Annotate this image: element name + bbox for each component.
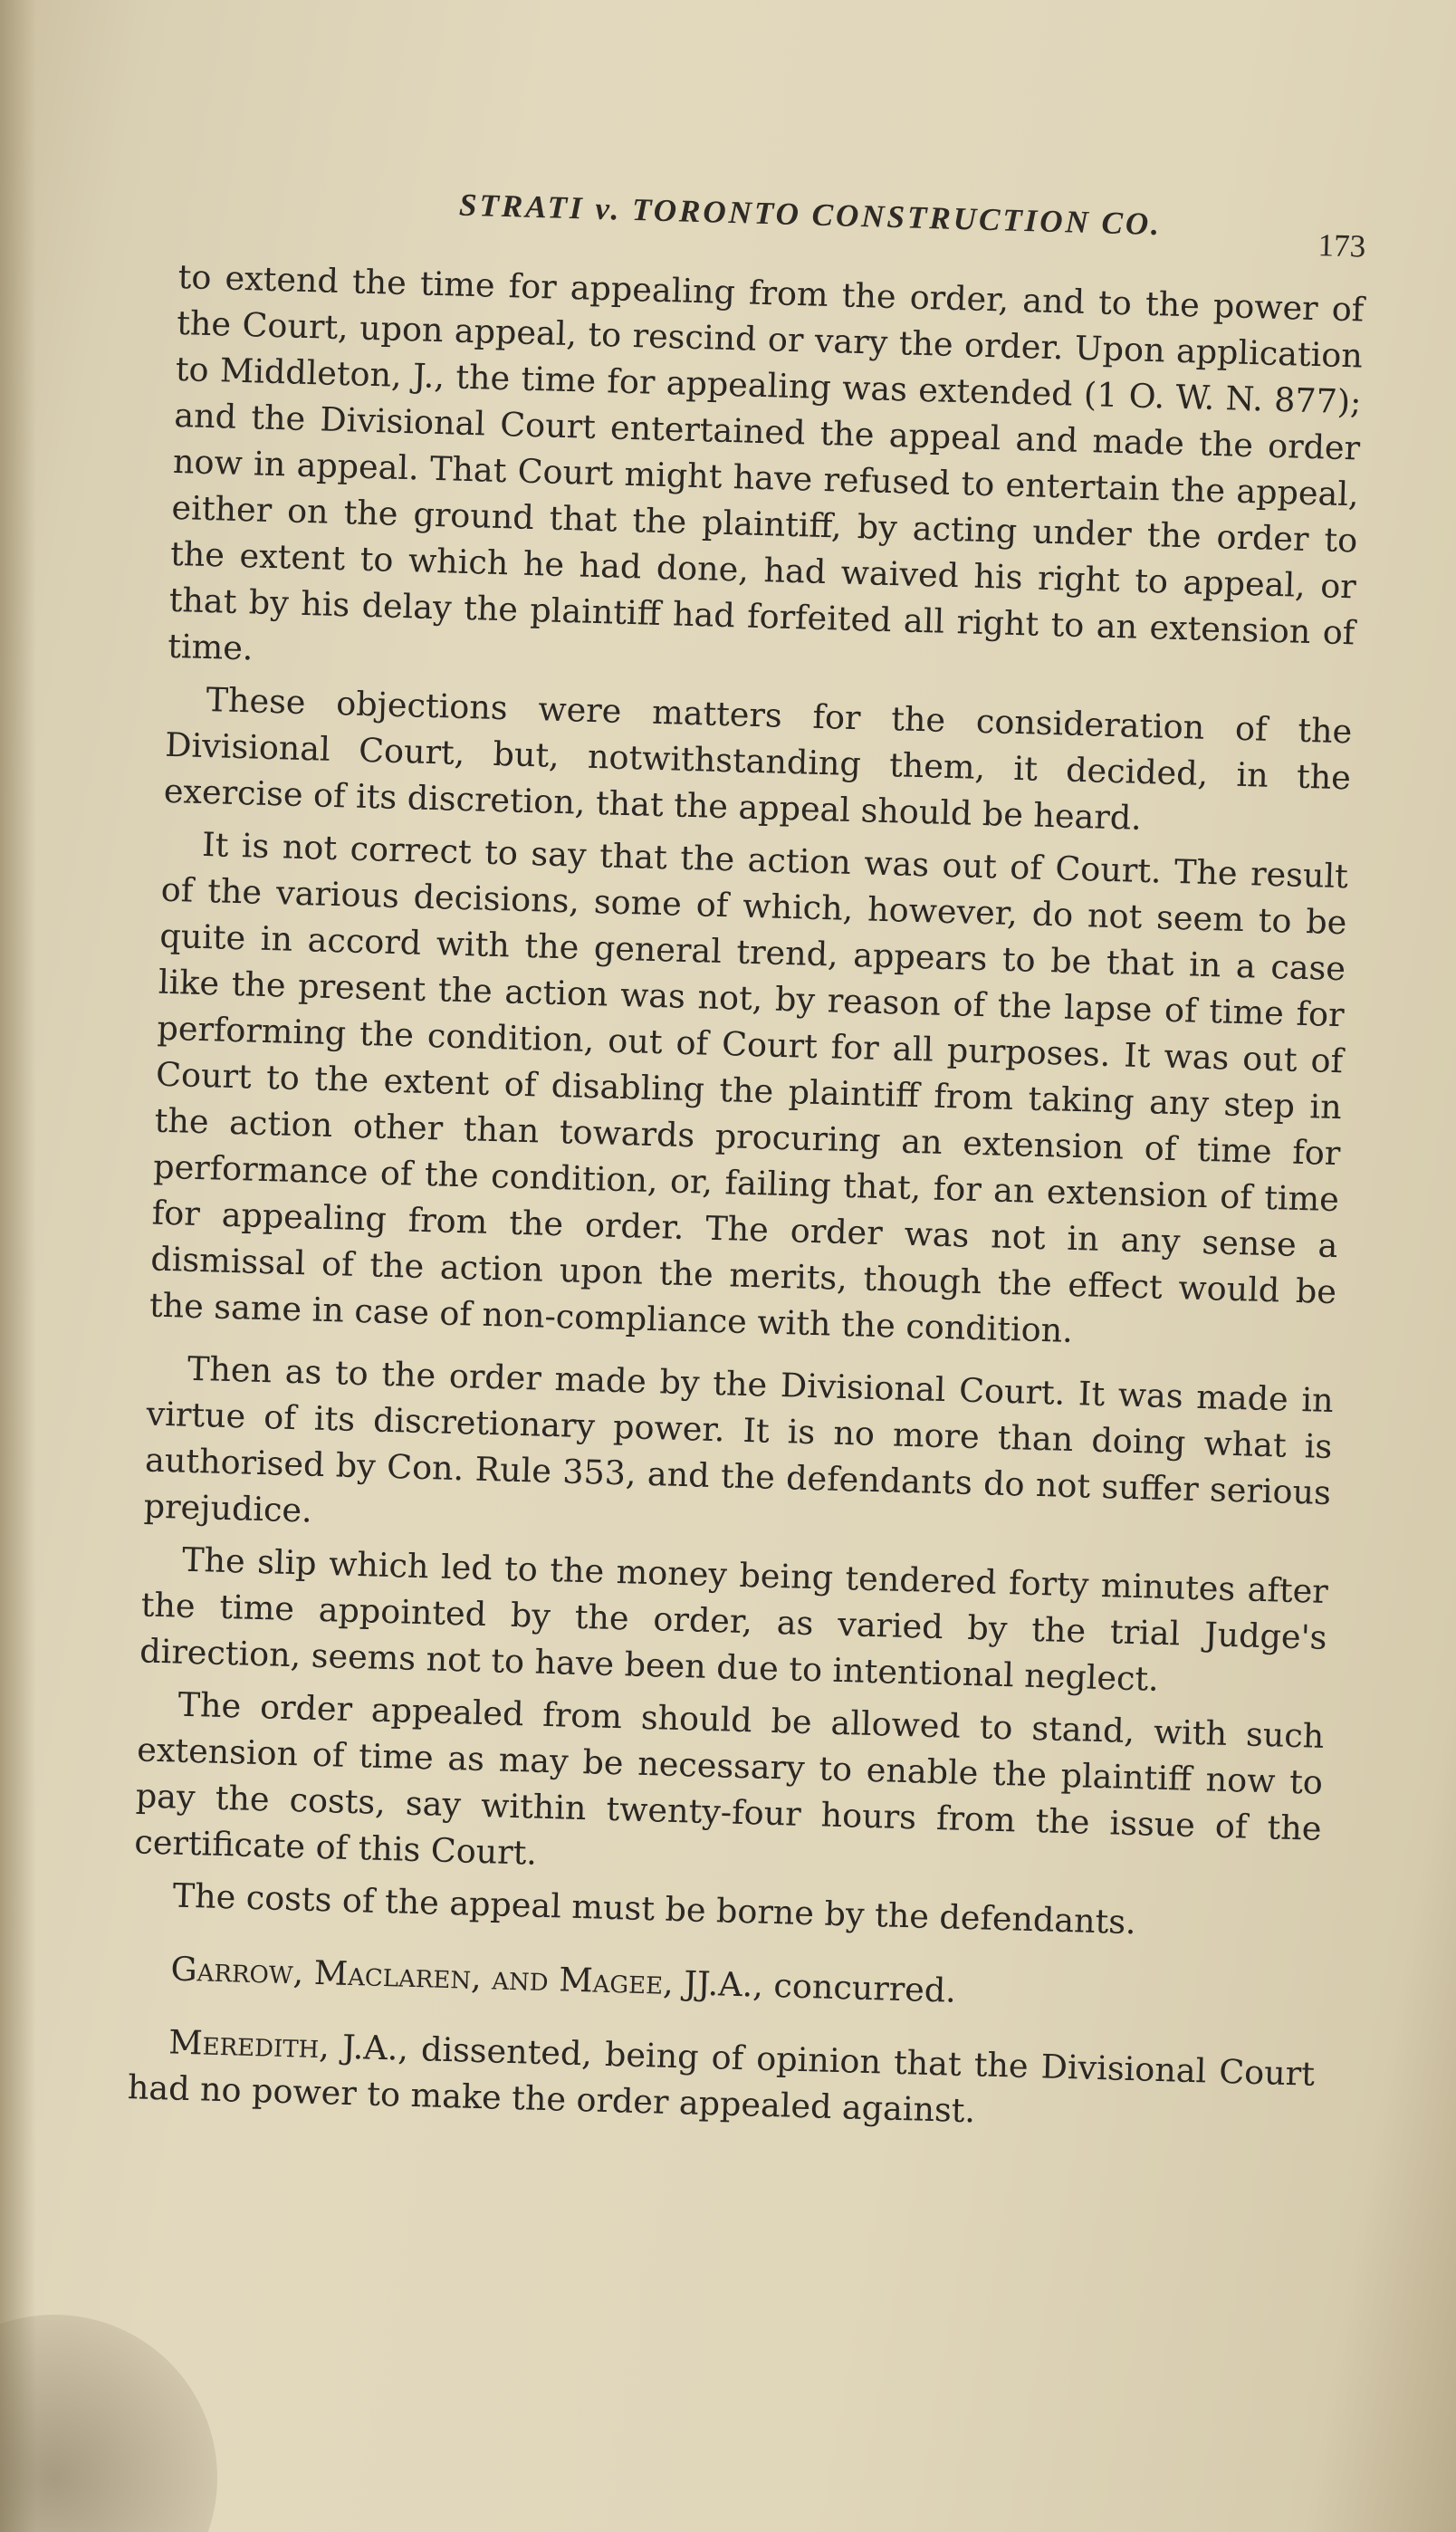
page-corner-shadow	[0, 2315, 217, 2532]
paragraph-costs: The costs of the appeal must be borne by the defendants.	[172, 1875, 1137, 1942]
dissent-paragraph	[127, 2018, 1315, 2144]
paragraph-slip: The slip which led to the money being tendered forty minutes after the time appointed by the order, as varied by the trial Judge's direction, seems not to have been due to intentional neglect.	[139, 1539, 1329, 1699]
paragraph-out-of-court: It is not correct to say that the action was out of Court. The result of the various decisions, some of which, however, do not seem to be quite in accord with the general trend, appears to be that in a case like the present the action was not, by reason of the lapse of time for performing the condition, out of Court for all purposes. It was out of Court to the extent of disabling the plaintiff from taking any step in the action other than towards procuring an extension of time for performance of the condition, or, failing that, for an extension of time for appealing from the order. The order was not in any sense a dismissal of the action upon the merits, though the effect would be the same in case of non-compliance with the condition.	[148, 824, 1349, 1350]
paragraph-continuation: to extend the time for appealing from the order, and to the power of the Court, upon appeal, to rescind or vary the order. Upon application to Middleton, J., the time for appealing was extended (1 O. W. N. 877); and the Divisional Court entertained the appeal and made the order now in appeal. That Court might have refused to entertain the appeal, either on the ground that the plaintiff, by acting under the order to the extent to which he had done, had waived his right to appeal, or that by his delay the plaintiff had forfeited all right to an extension of time.	[167, 256, 1365, 668]
paragraph-divisional-order: Then as to the order made by the Divisional Court. It was made in virtue of its discretionary power. It is no more than doing what is authorised by Con. Rule 353, and the defendants do not suffer serious prejudice.	[143, 1348, 1335, 1530]
paragraph-objections: These objections were matters for the consideration of the Divisional Court, but, notwithstanding them, it decided, in the exercise of its discretion, that the appeal should be heard.	[163, 680, 1353, 838]
paragraph-order-stand: The order appealed from should be allowed to stand, with such extension of time as may be necessary to enable the plaintiff now to pay the costs, say within twenty-four hours from the issue of the certificate of this Court.	[133, 1684, 1325, 1873]
concurring-judges: Garrow, Maclaren, and Magee, JJ.A.	[169, 1949, 753, 2005]
dissent-text: , dissented, being of opinion that the Divisional Court had no power to make the order appealed against.	[127, 2028, 1316, 2131]
running-head: STRATI v. TORONTO CONSTRUCTION CO.	[458, 187, 1163, 243]
page-gutter-shadow	[0, 0, 36, 2532]
concurrence-text: , concurred.	[752, 1965, 957, 2010]
concurrence-line	[130, 1944, 1317, 2024]
page-content	[127, 172, 1366, 2150]
page-number: 173	[1317, 227, 1366, 264]
dissenting-judge: Meredith, J.A.	[168, 2022, 399, 2068]
